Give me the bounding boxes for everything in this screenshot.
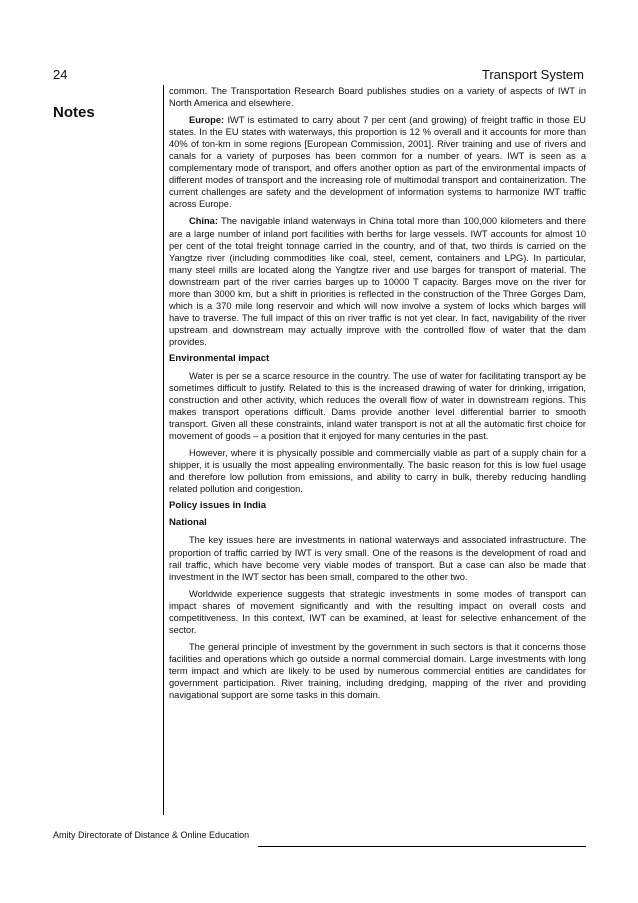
europe-paragraph [169,114,586,210]
europe-lead: Europe: [189,115,225,126]
heading-environmental-impact: Environmental impact [169,352,270,364]
heading-policy-issues: Policy issues in India [169,500,267,512]
footer-rule [258,846,586,847]
heading-national: National [169,517,207,529]
national-paragraph-1: The key issues here are investments in national waterways and associated infrastructure. The proportion of traffic carried by IWT is very small. One of the reasons is the development of road and rail traffic, which have become very viable modes of transport. But a case can also be made that investment in the IWT sector has been small, compared to the other two. [169,535,586,582]
intro-paragraph: common. The Transportation Research Board publishes studies on a variety of aspects of IWT in North America and elsewhere. [169,86,586,109]
footer-institution: Amity Directorate of Distance & Online Education [53,830,250,840]
body-text [169,85,586,706]
national-paragraph-3: The general principle of investment by the government in such sectors is that it concerns those facilities and operations which go outside a normal commercial domain. Large investments with long term impact and which are likely to be used by numerous commercial entities are candidates for government participation. River training, including dredging, mapping of the river and providing navigational support are some tasks in this domain. [169,641,586,701]
page-number: 24 [53,67,68,82]
margin-divider [163,85,164,815]
china-paragraph [169,215,586,348]
national-paragraph-2: Worldwide experience suggests that strategic investments in some modes of transport can impact shares of movement significantly and with the resulting impact on overall costs and competitiveness. In this context, IWT can be examined, at least for selective enhancement of the sector. [169,588,586,635]
europe-text: IWT is estimated to carry about 7 per cent (and growing) of freight traffic in those EU states. In the EU states with waterways, this proportion is 12 % overall and it accounts for more than 40% of ton-km in some regions [European Commission, 2001]. River training and use of rivers and canals for a variety of purposes has been common for a number of years. IWT is seen as a complementary mode of transport, and offers another option as part of the environmental impacts of different modes of transport and the increasing role of multimodal transport and containerization. The current challenges are safety and the development of information systems to harmonize IWT traffic across Europe. [169,115,586,210]
environment-paragraph-2: However, where it is physically possible and commercially viable as part of a supply chain for a shipper, it is usually the most appealing environmentally. The basic reason for this is low fuel usage and therefore low pollution from emissions, and ability to carry in bulk, thereby reducing handling related pollution and congestion. [169,448,586,495]
environment-paragraph-1: Water is per se a scarce resource in the country. The use of water for facilitating transport ay be sometimes difficult to justify. Related to this is the increased drawing of water for drinking, irrigation, construction and other activity, which reduces the overall flow of water in downstream regions. This makes transport operations difficult. Dams provide another level differential barrier to smooth transport. Given all these constraints, inland water transport is not at all the automatic first choice for movement of goods – a position that it enjoyed for many centuries in the past. [169,370,586,442]
china-lead: China: [189,216,218,227]
notes-label: Notes [53,104,95,121]
china-text: The navigable inland waterways in China total more than 100,000 kilometers and there are a large number of inland port facilities with berths for large vessels. IWT accounts for almost 10 per cent of the total freight tonnage carried in the country, and of that, two thirds is carried on the Yangtze river (including commodities like coal, steel, cement, containers and LPG). In particular, many steel mills are located along the Yangtze river and use barges for transport of material. The downstream part of the river carries barges up to 10000 T capacity. Barges move on the river for more than 3000 km, but a shift in priorities is reflected in the construction of the Three Gorges Dam, which is a 370 mile long reservoir and which will now involve a system of locks which barges will have to traverse. The full impact of this on river traffic is not yet clear. In fact, navigability of the river upstream and downstream may actually improve with the controlled flow of water that the dam provides. [169,216,586,347]
running-title: Transport System [481,67,584,82]
